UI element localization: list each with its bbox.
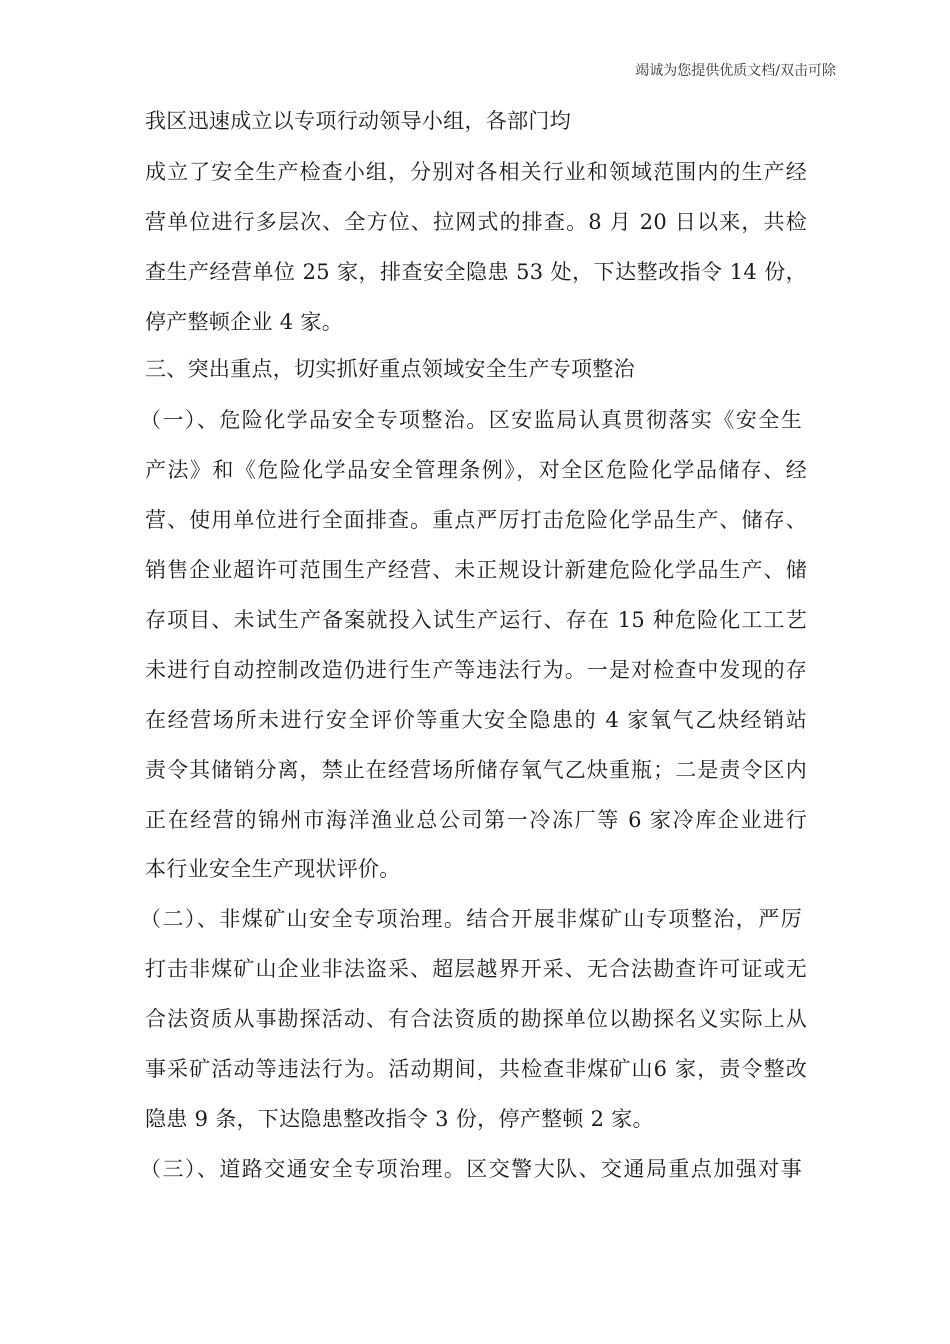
body-line: 事采矿活动等违法行为。活动期间，共检查非煤矿山6 家，责令整改 [145, 1057, 807, 1081]
body-line: 责令其储销分离，禁止在经营场所储存氧气乙炔重瓶；二是责令区内 [145, 758, 807, 782]
body-line: 停产整顿企业 4 家。 [145, 310, 344, 334]
body-line: 在经营场所未进行安全评价等重大安全隐患的 4 家氧气乙炔经销站 [145, 708, 807, 732]
body-line: 本行业安全生产现状评价。 [145, 857, 401, 881]
section-heading: 三、突出重点，切实抓好重点领域安全生产专项整治 [145, 357, 635, 381]
body-line: 正在经营的锦州市海洋渔业总公司第一冷冻厂等 6 家冷库企业进行 [145, 808, 807, 832]
body-line: （三）、道路交通安全专项治理。区交警大队、交通局重点加强对事 [140, 1157, 802, 1181]
body-line: 产法》和《危险化学品安全管理条例》，对全区危险化学品储存、经 [145, 458, 807, 482]
body-line: （二）、非煤矿山安全专项治理。结合开展非煤矿山专项整治，严厉 [140, 907, 802, 931]
body-line: 我区迅速成立以专项行动领导小组，各部门均 [145, 109, 571, 133]
body-line: 销售企业超许可范围生产经营、未正规设计新建危险化学品生产、储 [145, 558, 807, 582]
body-line: 查生产经营单位 25 家，排查安全隐患 53 处，下达整改指令 14 份， [145, 260, 807, 284]
body-line: 打击非煤矿山企业非法盗采、超层越界开采、无合法勘查许可证或无 [145, 957, 807, 981]
body-line: 营、使用单位进行全面排查。重点严厉打击危险化学品生产、储存、 [145, 508, 807, 532]
body-line: 未进行自动控制改造仍进行生产等违法行为。一是对检查中发现的存 [145, 658, 807, 682]
body-line: （一）、危险化学品安全专项整治。区安监局认真贯彻落实《安全生 [140, 408, 802, 432]
body-line: 存项目、未试生产备案就投入试生产运行、存在 15 种危险化工工艺 [145, 608, 807, 632]
body-line: 合法资质从事勘探活动、有合法资质的勘探单位以勘探名义实际上从 [145, 1007, 807, 1031]
body-line: 隐患 9 条，下达隐患整改指令 3 份，停产整顿 2 家。 [145, 1107, 654, 1131]
header-note: 竭诚为您提供优质文档/双击可除 [635, 63, 836, 79]
body-line: 营单位进行多层次、全方位、拉网式的排查。8 月 20 日以来，共检 [145, 210, 807, 234]
body-line: 成立了安全生产检查小组，分别对各相关行业和领域范围内的生产经 [145, 160, 807, 184]
